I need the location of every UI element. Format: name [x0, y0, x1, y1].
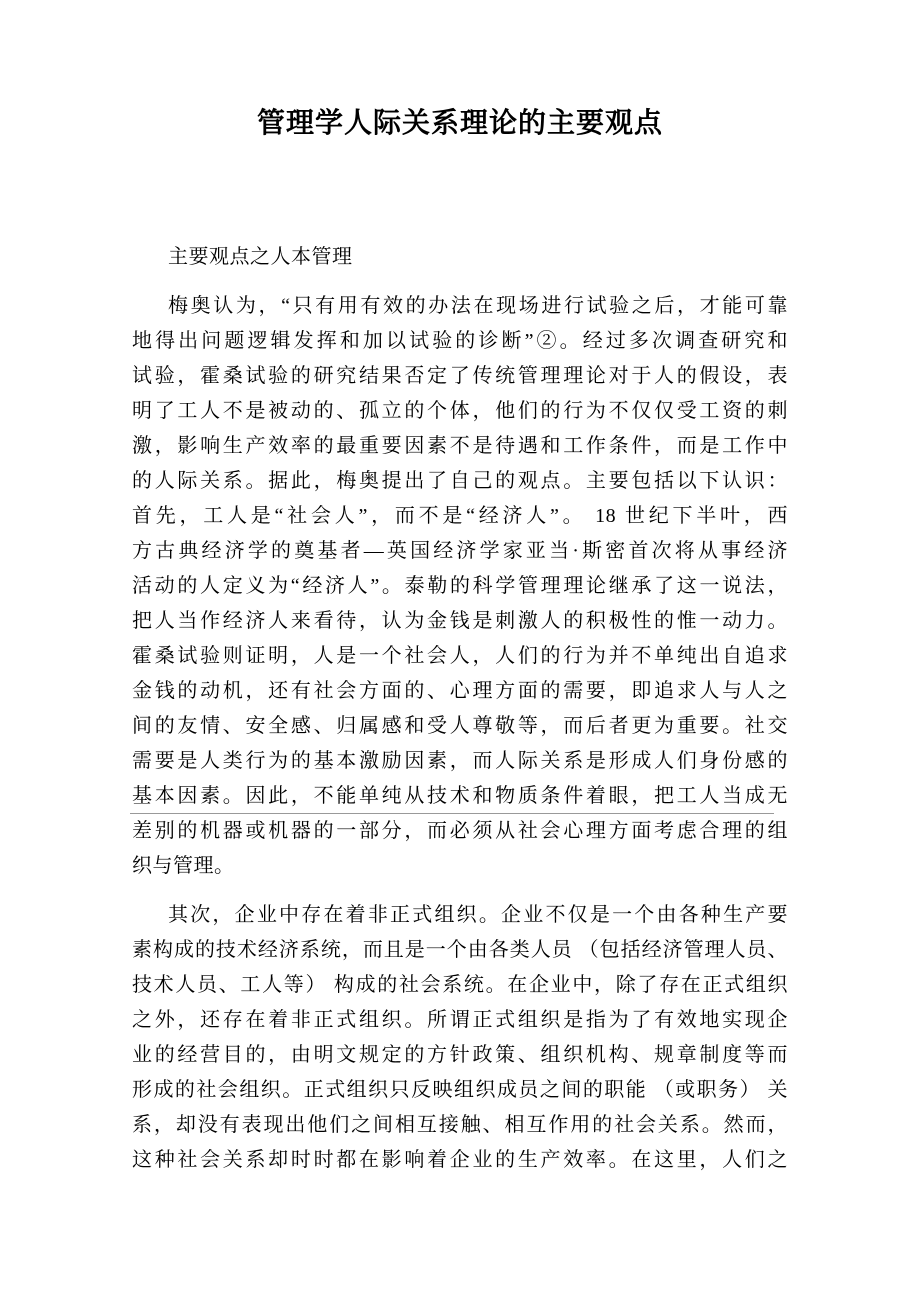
text-line: 系，却没有表现出他们之间相互接触、相互作用的社会关系。然而，: [132, 1114, 788, 1136]
page-break-divider: [130, 813, 774, 814]
text-line: 地得出问题逻辑发挥和加以试验的诊断”②。经过多次调查研究和: [132, 330, 788, 352]
text-line: 主要观点之人本管理: [168, 246, 353, 268]
text-line: 把人当作经济人来看待，认为金钱是刺激人的积极性的惟一动力。: [132, 610, 788, 632]
text-line: 需要是人类行为的基本激励因素，而人际关系是形成人们身份感的: [132, 750, 788, 772]
text-line: 激，影响生产效率的最重要因素不是待遇和工作条件，而是工作中: [132, 435, 788, 457]
paragraph: [132, 240, 788, 275]
text-line: 的人际关系。据此，梅奥提出了自己的观点。主要包括以下认识：: [132, 470, 788, 492]
text-line: 这种社会关系却时时都在影响着企业的生产效率。在这里，人们之: [132, 1149, 788, 1171]
text-line: 之外，还存在着非正式组织。所谓正式组织是指为了有效地实现企: [132, 1009, 788, 1031]
text-line: 霍桑试验则证明，人是一个社会人，人们的行为并不单纯出自追求: [132, 645, 788, 667]
text-line: 明了工人不是被动的、孤立的个体，他们的行为不仅仅受工资的刺: [132, 400, 788, 422]
text-line: 首先，工人是“社会人”，而不是“经济人”。 18 世纪下半叶，西: [132, 505, 788, 527]
text-line: 试验，霍桑试验的研究结果否定了传统管理理论对于人的假设，表: [132, 365, 788, 387]
text-line: 织与管理。: [132, 855, 235, 877]
text-line: 间的友情、安全感、归属感和受人尊敬等，而后者更为重要。社交: [132, 715, 788, 737]
text-line: 形成的社会组织。正式组织只反映组织成员之间的职能 （或职务） 关: [132, 1079, 788, 1101]
paragraph: [132, 898, 788, 1178]
text-line: 金钱的动机，还有社会方面的、心理方面的需要，即追求人与人之: [132, 680, 788, 702]
paragraph: [132, 289, 788, 884]
text-line: 素构成的技术经济系统，而且是一个由各类人员 （包括经济管理人员、: [132, 939, 788, 961]
text-line: 业的经营目的，由明文规定的方针政策、组织机构、规章制度等而: [132, 1044, 788, 1066]
document-title: 管理学人际关系理论的主要观点: [256, 108, 663, 139]
text-line: 技术人员、工人等） 构成的社会系统。在企业中，除了存在正式组织: [132, 974, 788, 996]
text-line: 差别的机器或机器的一部分，而必须从社会心理方面考虑合理的组: [132, 820, 788, 842]
document-body: [0, 144, 920, 1178]
text-line: 其次，企业中存在着非正式组织。企业不仅是一个由各种生产要: [168, 904, 788, 926]
text-line: 基本因素。因此，不能单纯从技术和物质条件着眼，把工人当成无: [132, 785, 788, 807]
text-line: 梅奥认为，“只有用有效的办法在现场进行试验之后，才能可靠: [168, 295, 788, 317]
text-line: 活动的人定义为“经济人”。泰勒的科学管理理论继承了这一说法，: [132, 575, 788, 597]
text-line: 方古典经济学的奠基者—英国经济学家亚当·斯密首次将从事经济: [132, 540, 788, 562]
